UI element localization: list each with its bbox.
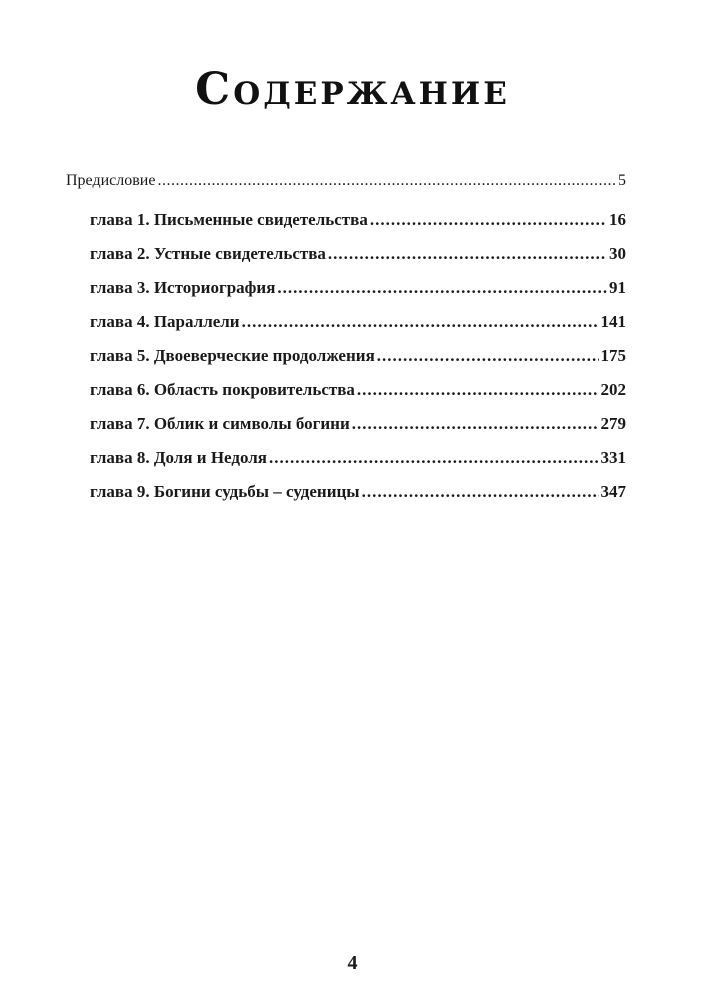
toc-entry-page: 331: [600, 448, 626, 467]
toc-leader-dots: [328, 244, 607, 264]
toc-leader-dots: [269, 448, 599, 468]
toc-entry-preface: [66, 172, 626, 196]
table-of-contents: [66, 172, 626, 516]
toc-entry-label: Предисловие: [66, 172, 156, 189]
toc-entry-chapter-5: [66, 346, 626, 380]
toc-entry-page: 202: [600, 380, 626, 399]
toc-leader-dots: [277, 278, 607, 298]
toc-leader-dots: [357, 380, 599, 400]
toc-entry-label: глава 3. Историография: [90, 278, 276, 297]
toc-entry-page: 175: [600, 346, 626, 365]
page-title: Содержание: [195, 64, 510, 115]
toc-entry-label: глава 8. Доля и Недоля: [90, 448, 267, 467]
toc-leader-dots: [157, 172, 616, 190]
toc-entry-chapter-3: [66, 278, 626, 312]
toc-leader-dots: [370, 210, 607, 230]
toc-entry-chapter-4: [66, 312, 626, 346]
toc-entry-page: 5: [618, 172, 626, 189]
toc-entry-label: глава 2. Устные свидетельства: [90, 244, 326, 263]
toc-entry-chapter-7: [66, 414, 626, 448]
toc-entry-page: 16: [609, 210, 626, 229]
toc-entry-page: 347: [600, 482, 626, 501]
toc-entry-label: глава 6. Область покровительства: [90, 380, 355, 399]
toc-entry-page: 30: [609, 244, 626, 263]
toc-entry-chapter-9: [66, 482, 626, 516]
toc-entry-chapter-2: [66, 244, 626, 278]
toc-entry-chapter-8: [66, 448, 626, 482]
toc-entry-label: глава 1. Письменные свидетельства: [90, 210, 368, 229]
toc-entry-label: глава 9. Богини судьбы – суденицы: [90, 482, 360, 501]
toc-entry-chapter-6: [66, 380, 626, 414]
toc-leader-dots: [377, 346, 599, 366]
toc-entry-label: глава 5. Двоеверческие продолжения: [90, 346, 375, 365]
toc-leader-dots: [352, 414, 599, 434]
toc-entry-chapter-1: [66, 210, 626, 244]
page-number: 4: [347, 952, 358, 974]
toc-entry-label: глава 7. Облик и символы богини: [90, 414, 350, 433]
toc-entry-page: 91: [609, 278, 626, 297]
toc-entry-label: глава 4. Параллели: [90, 312, 240, 331]
toc-leader-dots: [242, 312, 599, 332]
toc-entry-page: 141: [600, 312, 626, 331]
toc-leader-dots: [362, 482, 599, 502]
toc-entry-page: 279: [600, 414, 626, 433]
